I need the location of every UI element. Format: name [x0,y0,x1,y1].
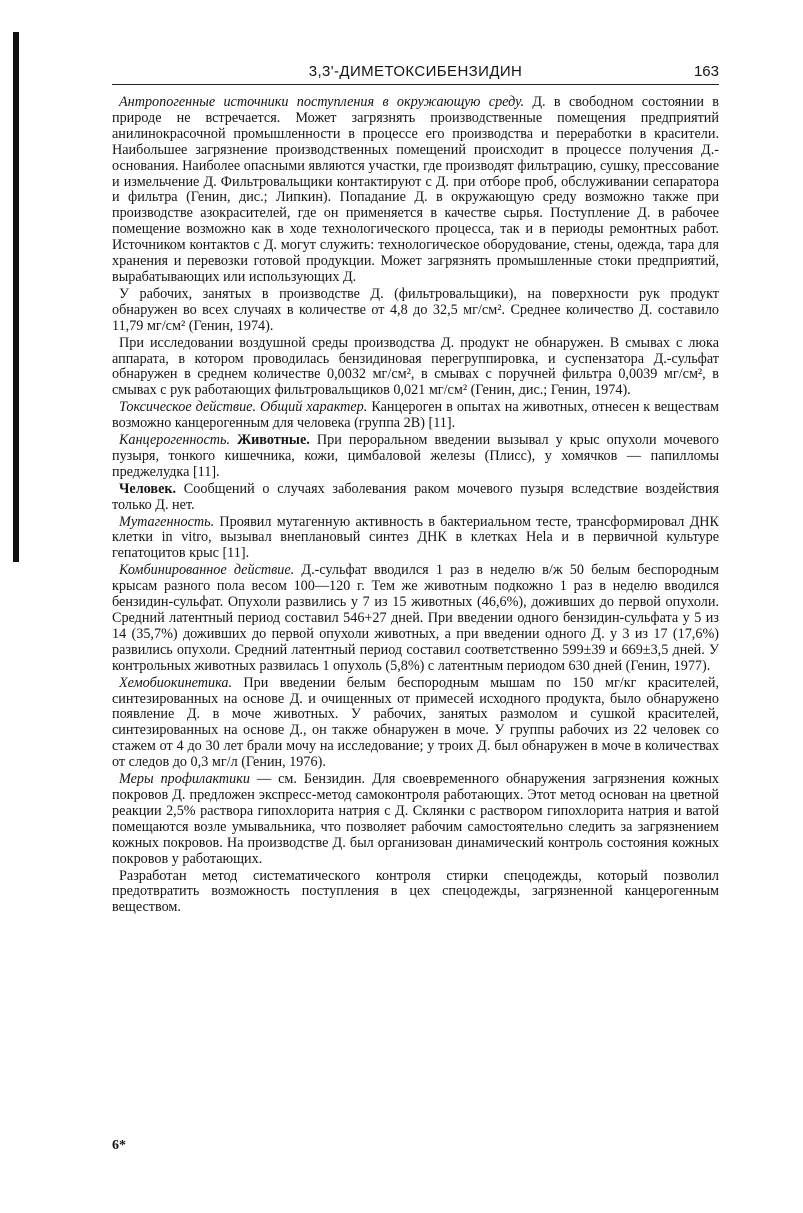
paragraph-carcinogenicity-human [112,482,719,514]
paragraph-carcinogenicity-animals [112,433,719,481]
running-title: 3,3'-ДИМЕТОКСИБЕНЗИДИН [308,63,523,80]
paragraph-text: Проявил мутагенную активность в бактериальном тесте, трансформировал ДНК клетки in vitro, вызывал внеплановый синтез ДНК в клетках Hela и в первичной культуре гепатоцитов крыс [11]. [112,513,719,562]
paragraph-lead: Токсическое действие. Общий характер. [119,399,368,416]
paragraph-text: Канцероген в опытах на животных, отнесен к веществам возможно канцерогенным для человека (группа 2В) [11]. [112,399,719,432]
page-number: 163 [693,63,719,80]
scan-edge-bar [13,32,19,562]
paragraph-text: У рабочих, занятых в производстве Д. (фильтровальщики), на поверхности рук продукт обнаружен во всех случаях в количестве от 4,8 до 32,5 мг/см². Среднее количество Д. составило 11,79 мг/см² (Генин, 1974). [112,285,719,334]
paragraph-mutagenicity [112,515,719,563]
paragraph-air-study [112,336,719,400]
paragraph-lead: Комбинированное действие. [119,562,295,579]
paragraph-lead: Антропогенные источники поступления в окружающую среду. [119,94,525,110]
paragraph-lead: Канцерогенность. [119,432,231,449]
signature-mark: 6* [112,1138,126,1153]
paragraph-text: При пероральном введении вызывал у крыс опухоли мочевого пузыря, тонкого кишечника, кожи, цимбаловой железы (Плисс), у хомячков — папилломы преджелудка [11]. [112,432,719,480]
paragraph-anthropogenic-sources [112,95,719,286]
paragraph-text: Сообщений о случаях заболевания раком мочевого пузыря вследствие воздействия только Д. нет. [112,480,719,513]
paragraph-workers-hands [112,287,719,335]
paragraph-toxic-action [112,400,719,432]
paragraph-text: — см. Бензидин. Для своевременного обнаружения загрязнения кожных покровов Д. предложен экспресс-метод самоконтроля работающих. Этот метод основан на цветной реакции 2,5% раствора гипохлорита натрия с Д. Склянки с раствором гипохлорита натрия и ватой помещаются возле умывальника, что позволяет рабочим самостоятельно следить за загрязнением кожных покровов. На производстве Д. был организован динамический контроль состояния кожных покровов у работающих. [112,771,719,867]
paragraph-text: Д. в свободном состоянии в природе не встречается. Может загрязнять производственные помещения предприятий анилинокрасочной промышленности в процессе его производства и переработки в красители. Наибольшее загрязнение производственных помещений происходит в процессе получения Д.-основания. Наиболее опасными являются участки, где производят фильтрацию, сушку, прессование и измельчение Д. Фильтровальщики контактируют с Д. при отборе проб, обслуживании сепаратора и фильтра (Генин, дис.; Липкин). Попадание Д. в окружающую среду возможно также при производстве азокрасителей, где он применяется в качестве сырья. Поступление Д. в рабочее помещение возможно как в ходе технологического процесса, так и в периоды ремонтных работ. Источником контактов с Д. могут служить: технологическое оборудование, стены, одежда, тара для хранения и перевозки готовой продукции. Может загрязнять промышленные стоки предприятий, вырабатывающих или использующих Д. [112,94,719,285]
article-body [112,95,719,917]
page-header [112,62,719,85]
paragraph-prevention [112,772,719,867]
paragraph-subhead: Человек. [119,480,177,497]
paragraph-text: При введении белым беспородным мышам по 150 мг/кг красителей, синтезированных на основе Д. и очищенных от примесей исходного продукта, было обнаружено появление Д. в моче животных. У рабочих, занятых размолом и сушкой красителей, синтезированных на основе Д., он также обнаружен в моче. У группы рабочих из 22 человек со стажем от 4 до 30 лет брали мочу на исследование; у троих Д. был обнаружен в моче в количествах от следов до 0,3 мг/л (Генин, 1976). [112,674,719,771]
paragraph-lead: Мутагенность. [119,513,215,530]
paragraph-workwear-control [112,869,719,917]
paragraph-lead: Хемобиокинетика. [119,674,233,691]
paragraph-text: Разработан метод систематического контроля стирки спецодежды, который позволил предотвратить возможность поступления в цех спецодежды, загрязненной канцерогенным веществом. [112,867,719,916]
paragraph-text: Д.-сульфат вводился 1 раз в неделю в/ж 50 белым беспородным крысам разного пола весом 100—120 г. Тем же животным подкожно 1 раз в неделю вводился бензидин-сульфат. Опухоли развились у 7 из 15 животных (46,6%), доживших до первой опухоли. Средний латентный период составил 546+27 дней. При введении одного бензидин-сульфата у 5 из 14 (35,7%) доживших до первой опухоли животных, а при введении одного Д. у 3 из 17 (17,6%) развились опухоли. Средний латентный период составил соответственно 599±39 и 669±3,5 дней. У контрольных животных развилась 1 опухоль (5,8%) с латентным периодом 630 дней (Генин, 1977). [112,562,719,674]
paragraph-combined-action [112,563,719,674]
paragraph-subhead: Животные. [230,432,310,449]
paragraph-chemobiokinetics [112,676,719,771]
paragraph-text: При исследовании воздушной среды производства Д. продукт не обнаружен. В смывах с люка аппарата, в котором проводилась бензидиновая перегруппировка, и суспензатора Д.-сульфат обнаружен в среднем количестве 0,0032 мг/см², в смывах с поручней фильтра 0,0039 мг/см², в смывах с рук работающих фильтровальщиков 0,021 мг/см² (Генин, дис.; Генин, 1974). [112,334,719,399]
paragraph-lead: Меры профилактики [119,771,251,788]
